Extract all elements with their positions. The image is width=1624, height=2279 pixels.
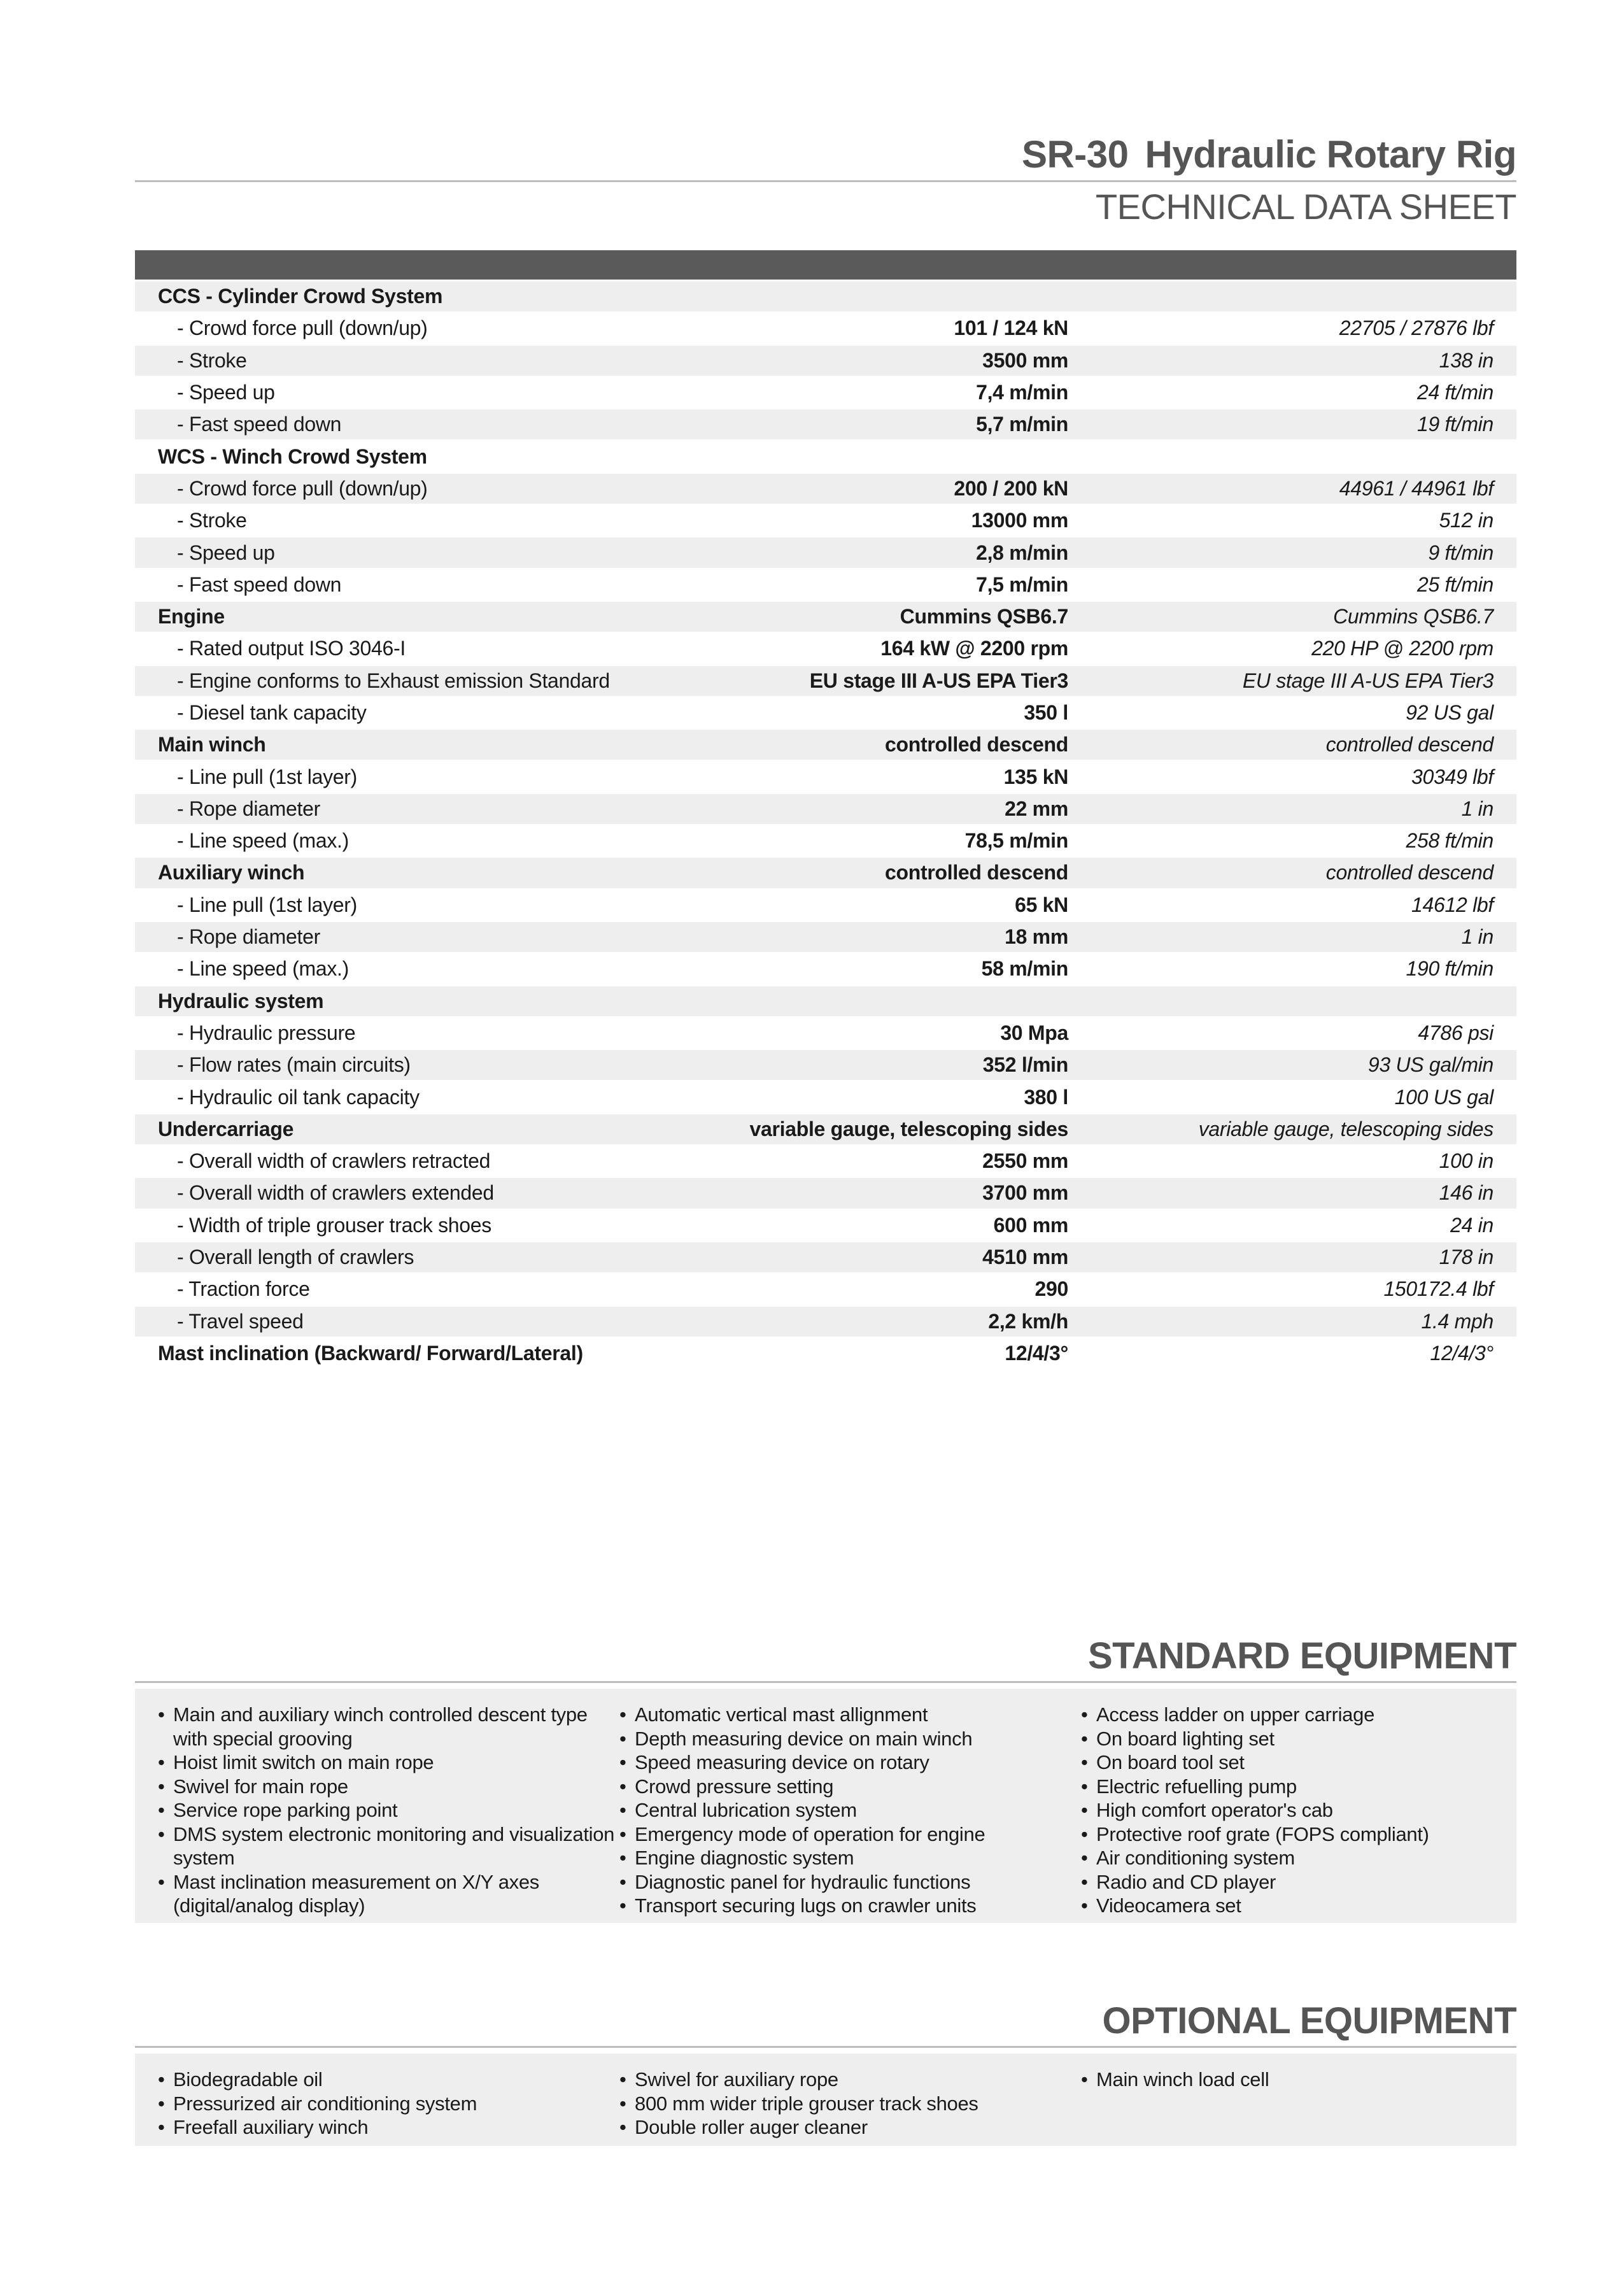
spec-group-row [135,441,1516,472]
equipment-item: • Diagnostic panel for hydraulic functions [619,1870,1081,1894]
spec-label: CCS - Cylinder Crowd System [135,281,712,313]
spec-row [135,1177,1516,1209]
spec-imperial-value: controlled descend [1068,857,1516,889]
spec-row [135,889,1516,921]
spec-imperial-value: 100 in [1068,1146,1516,1177]
optional-equipment-column-1 [158,2068,619,2146]
spec-imperial-value: 25 ft/min [1068,569,1516,600]
spec-metric-value: 5,7 m/min [712,409,1068,441]
spec-imperial-value: 178 in [1068,1241,1516,1273]
spec-row [135,1305,1516,1337]
spec-imperial-value: 512 in [1068,505,1516,537]
spec-label: - Stroke [135,505,712,537]
spec-metric-value: 18 mm [712,921,1068,953]
spec-row [135,505,1516,537]
spec-imperial-value: 100 US gal [1068,1081,1516,1113]
spec-label: - Speed up [135,376,712,408]
spec-metric-value: 30 Mpa [712,1017,1068,1049]
spec-row [135,537,1516,569]
title-line [135,124,1516,182]
spec-label: - Width of triple grouser track shoes [135,1209,712,1241]
spec-imperial-value: Cummins QSB6.7 [1068,600,1516,632]
spec-metric-value: 7,5 m/min [712,569,1068,600]
optional-equipment-column-2 [619,2068,1081,2146]
standard-equipment-column-3 [1081,1703,1501,1923]
equipment-item: • Central lubrication system [619,1798,1081,1822]
spec-metric-value: 352 l/min [712,1049,1068,1081]
spec-label: - Crowd force pull (down/up) [135,472,712,504]
spec-imperial-value: 1.4 mph [1068,1305,1516,1337]
spec-row [135,313,1516,344]
equipment-item: • 800 mm wider triple grouser track shoes [619,2092,1081,2116]
spec-row [135,1017,1516,1049]
spec-imperial-value: 190 ft/min [1068,953,1516,985]
spec-imperial-value: 9 ft/min [1068,537,1516,569]
spec-metric-value: 58 m/min [712,953,1068,985]
spec-imperial-value: 1 in [1068,793,1516,825]
spec-imperial-value: 4786 psi [1068,1017,1516,1049]
spec-imperial-value: 92 US gal [1068,697,1516,728]
spec-group-row [135,281,1516,313]
spec-label: - Overall width of crawlers retracted [135,1146,712,1177]
spec-imperial-value: 12/4/3° [1068,1337,1516,1369]
spec-imperial-value: 146 in [1068,1177,1516,1209]
document-header [135,124,1516,227]
equipment-item: • Swivel for auxiliary rope [619,2068,1081,2092]
standard-equipment-box [135,1689,1516,1923]
standard-equipment-column-2 [619,1703,1081,1923]
spec-label: - Fast speed down [135,569,712,600]
spec-label: - Diesel tank capacity [135,697,712,728]
spec-imperial-value: controlled descend [1068,729,1516,761]
spec-row [135,344,1516,376]
spec-group-row [135,600,1516,632]
spec-group-row [135,985,1516,1017]
spec-metric-value: 2550 mm [712,1146,1068,1177]
equipment-item: • Videocamera set [1081,1894,1501,1918]
spec-row [135,697,1516,728]
spec-imperial-value: 150172.4 lbf [1068,1274,1516,1305]
spec-label: Undercarriage [135,1113,712,1145]
equipment-item: • Main winch load cell [1081,2068,1501,2092]
spec-metric-value: 12/4/3° [712,1337,1068,1369]
optional-equipment-box [135,2054,1516,2146]
spec-metric-value: 3500 mm [712,344,1068,376]
spec-row [135,1274,1516,1305]
spec-imperial-value: EU stage III A-US EPA Tier3 [1068,665,1516,697]
equipment-item: • Hoist limit switch on main rope [158,1750,619,1775]
spec-label: - Engine conforms to Exhaust emission Standard [135,665,712,697]
spec-row [135,921,1516,953]
spec-row [135,665,1516,697]
spec-imperial-value: 19 ft/min [1068,409,1516,441]
spec-label: - Crowd force pull (down/up) [135,313,712,344]
spec-metric-value: 135 kN [712,761,1068,793]
equipment-item: • Pressurized air conditioning system [158,2092,619,2116]
spec-metric-value [712,441,1068,472]
page-subtitle: TECHNICAL DATA SHEET [1095,187,1516,227]
spec-label: - Traction force [135,1274,712,1305]
equipment-item: • Access ladder on upper carriage [1081,1703,1501,1727]
equipment-item: • Air conditioning system [1081,1846,1501,1870]
spec-imperial-value: 30349 lbf [1068,761,1516,793]
spec-metric-value: 200 / 200 kN [712,472,1068,504]
spec-row [135,793,1516,825]
spec-imperial-value [1068,985,1516,1017]
spec-label: - Hydraulic oil tank capacity [135,1081,712,1113]
spec-metric-value: 2,8 m/min [712,537,1068,569]
equipment-item: • Double roller auger cleaner [619,2115,1081,2140]
spec-label: - Stroke [135,344,712,376]
spec-metric-value: 600 mm [712,1209,1068,1241]
spec-label: - Overall width of crawlers extended [135,1177,712,1209]
spec-metric-value: Cummins QSB6.7 [712,600,1068,632]
spec-imperial-value: 24 ft/min [1068,376,1516,408]
equipment-item: • Radio and CD player [1081,1870,1501,1894]
spec-metric-value: controlled descend [712,857,1068,889]
spec-label: - Rated output ISO 3046-I [135,633,712,665]
model-name: SR-30 [1021,133,1129,176]
spec-table-header-bar [135,250,1516,281]
equipment-item: • Engine diagnostic system [619,1846,1081,1870]
spec-row [135,1209,1516,1241]
spec-label: Main winch [135,729,712,761]
spec-metric-value: 164 kW @ 2200 rpm [712,633,1068,665]
spec-row [135,569,1516,600]
spec-label: - Rope diameter [135,921,712,953]
equipment-item: • Automatic vertical mast allignment [619,1703,1081,1727]
spec-metric-value: 7,4 m/min [712,376,1068,408]
spec-imperial-value: 14612 lbf [1068,889,1516,921]
equipment-item: • Biodegradable oil [158,2068,619,2092]
spec-group-row [135,857,1516,889]
spec-group-row [135,1337,1516,1369]
standard-equipment-column-1 [158,1703,619,1923]
spec-row [135,1146,1516,1177]
spec-metric-value: variable gauge, telescoping sides [712,1113,1068,1145]
spec-imperial-value: 220 HP @ 2200 rpm [1068,633,1516,665]
spec-row [135,472,1516,504]
spec-table [135,250,1516,1370]
spec-metric-value: 13000 mm [712,505,1068,537]
spec-label: - Line pull (1st layer) [135,761,712,793]
spec-imperial-value: 24 in [1068,1209,1516,1241]
spec-label: - Fast speed down [135,409,712,441]
spec-label: Auxiliary winch [135,857,712,889]
spec-imperial-value: 138 in [1068,344,1516,376]
spec-imperial-value [1068,281,1516,313]
spec-metric-value: 101 / 124 kN [712,313,1068,344]
spec-label: - Flow rates (main circuits) [135,1049,712,1081]
spec-metric-value: 22 mm [712,793,1068,825]
equipment-item: • Protective roof grate (FOPS compliant) [1081,1822,1501,1847]
equipment-item: • On board tool set [1081,1750,1501,1775]
spec-imperial-value: 44961 / 44961 lbf [1068,472,1516,504]
equipment-item: • Service rope parking point [158,1798,619,1822]
equipment-item: • Mast inclination measurement on X/Y axes (digital/analog display) [158,1870,619,1918]
spec-group-row [135,729,1516,761]
spec-label: - Line speed (max.) [135,825,712,857]
spec-row [135,1081,1516,1113]
product-title: Hydraulic Rotary Rig [1145,133,1516,176]
spec-row [135,633,1516,665]
equipment-item: • Emergency mode of operation for engine [619,1822,1081,1847]
spec-label: Hydraulic system [135,985,712,1017]
equipment-item: • Main and auxiliary winch controlled descent type with special grooving [158,1703,619,1750]
equipment-item: • Speed measuring device on rotary [619,1750,1081,1775]
spec-row [135,1241,1516,1273]
spec-label: - Rope diameter [135,793,712,825]
optional-equipment-title: OPTIONAL EQUIPMENT [1102,2000,1516,2041]
spec-table-body [135,281,1516,1370]
equipment-item: • Depth measuring device on main winch [619,1727,1081,1751]
spec-metric-value: 2,2 km/h [712,1305,1068,1337]
spec-metric-value: 3700 mm [712,1177,1068,1209]
spec-row [135,825,1516,857]
spec-label: - Overall length of crawlers [135,1241,712,1273]
spec-label: - Travel speed [135,1305,712,1337]
spec-metric-value [712,281,1068,313]
spec-imperial-value: variable gauge, telescoping sides [1068,1113,1516,1145]
spec-imperial-value: 93 US gal/min [1068,1049,1516,1081]
spec-row [135,953,1516,985]
equipment-item: • Swivel for main rope [158,1775,619,1799]
standard-equipment-header [135,1630,1516,1683]
spec-label: Mast inclination (Backward/ Forward/Lateral) [135,1337,712,1369]
equipment-item: • On board lighting set [1081,1727,1501,1751]
spec-label: - Line pull (1st layer) [135,889,712,921]
spec-label: - Speed up [135,537,712,569]
spec-imperial-value [1068,441,1516,472]
spec-row [135,409,1516,441]
spec-label: WCS - Winch Crowd System [135,441,712,472]
spec-label: Engine [135,600,712,632]
spec-row [135,1049,1516,1081]
equipment-item: • DMS system electronic monitoring and visualization system [158,1822,619,1870]
spec-metric-value: 290 [712,1274,1068,1305]
optional-equipment-column-3 [1081,2068,1501,2146]
spec-imperial-value: 22705 / 27876 lbf [1068,313,1516,344]
spec-label: - Line speed (max.) [135,953,712,985]
spec-metric-value: 380 l [712,1081,1068,1113]
spec-metric-value [712,985,1068,1017]
spec-metric-value: controlled descend [712,729,1068,761]
spec-metric-value: 65 kN [712,889,1068,921]
spec-metric-value: 78,5 m/min [712,825,1068,857]
page-title [1022,132,1516,176]
equipment-item: • Crowd pressure setting [619,1775,1081,1799]
equipment-item: • High comfort operator's cab [1081,1798,1501,1822]
equipment-item: • Freefall auxiliary winch [158,2115,619,2140]
equipment-item: • Electric refuelling pump [1081,1775,1501,1799]
spec-row [135,376,1516,408]
spec-metric-value: 350 l [712,697,1068,728]
spec-imperial-value: 258 ft/min [1068,825,1516,857]
spec-label: - Hydraulic pressure [135,1017,712,1049]
equipment-item: • Transport securing lugs on crawler units [619,1894,1081,1918]
spec-row [135,761,1516,793]
spec-metric-value: EU stage III A-US EPA Tier3 [712,665,1068,697]
spec-group-row [135,1113,1516,1145]
optional-equipment-header [135,1995,1516,2048]
spec-metric-value: 4510 mm [712,1241,1068,1273]
spec-imperial-value: 1 in [1068,921,1516,953]
standard-equipment-title: STANDARD EQUIPMENT [1087,1635,1516,1677]
